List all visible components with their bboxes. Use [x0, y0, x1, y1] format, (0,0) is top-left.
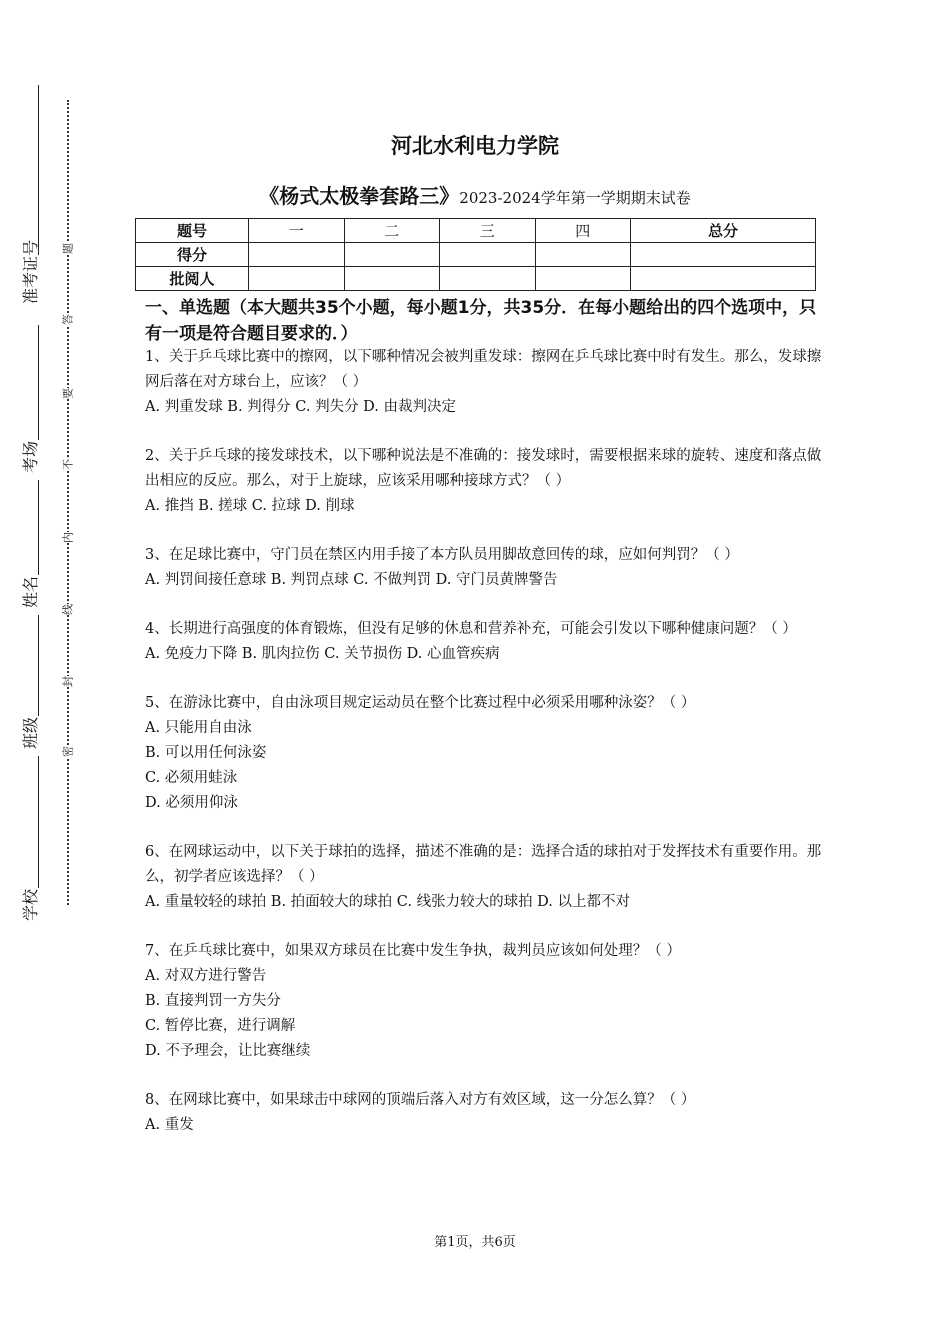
seal-char: 题 [59, 243, 77, 254]
score-row-label: 得分 [136, 243, 249, 267]
margin-label-exam-id: 准考证号 [18, 255, 44, 325]
seal-char: 线 [59, 604, 77, 615]
question-option: A. 判重发球 B. 判得分 C. 判失分 D. 由裁判决定 [145, 399, 457, 415]
question-list [145, 345, 825, 1162]
reviewer-cell[interactable] [631, 267, 816, 291]
question-stem: 1、关于乒乓球比赛中的擦网，以下哪种情况会被判重发球：擦网在乒乓球比赛中时有发生。那么，发球擦网后落在对方球台上，应该？（ ） [145, 349, 822, 390]
score-table-row [136, 243, 816, 267]
seal-char: 密 [59, 746, 77, 757]
margin-label-school: 学校 [18, 888, 44, 928]
score-cell[interactable] [535, 243, 631, 267]
question-option: A. 判罚间接任意球 B. 判罚点球 C. 不做判罚 D. 守门员黄牌警告 [145, 572, 558, 588]
margin-label-class: 班级 [18, 716, 44, 756]
exam-term: 2023-2024学年第一学期期末试卷 [459, 189, 691, 207]
seal-char: 内 [59, 532, 77, 543]
score-cell[interactable] [249, 243, 345, 267]
binding-dotted-line [67, 100, 69, 905]
question-option: A. 只能用自由泳 [145, 720, 252, 736]
exam-subtitle [0, 180, 950, 209]
reviewer-cell[interactable] [535, 267, 631, 291]
score-cell[interactable] [344, 243, 440, 267]
question-item [145, 617, 825, 667]
page-number: 第1页，共6页 [434, 1235, 516, 1250]
question-option: D. 不予理会，让比赛继续 [145, 1043, 311, 1059]
margin-label-name: 姓名 [18, 575, 44, 615]
question-option: A. 重量较轻的球拍 B. 拍面较大的球拍 C. 线张力较大的球拍 D. 以上都不对 [145, 894, 631, 910]
question-option: C. 必须用蛙泳 [145, 770, 238, 786]
seal-char: 封 [59, 676, 77, 687]
question-option: A. 推挡 B. 搓球 C. 拉球 D. 削球 [145, 498, 355, 514]
score-table-header-cell: 一 [249, 219, 345, 243]
question-option: A. 对双方进行警告 [145, 968, 267, 984]
question-stem: 4、长期进行高强度的体育锻炼，但没有足够的休息和营养补充，可能会引发以下哪种健康问题？（ ） [145, 621, 797, 637]
score-table-header-cell: 二 [344, 219, 440, 243]
course-name: 《杨式太极拳套路三》 [259, 184, 460, 208]
question-stem: 3、在足球比赛中，守门员在禁区内用手接了本方队员用脚故意回传的球，应如何判罚？（ ） [145, 547, 739, 563]
school-title: 河北水利电力学院 [391, 134, 559, 158]
seal-char: 要 [59, 388, 77, 399]
reviewer-cell[interactable] [249, 267, 345, 291]
question-item [145, 444, 825, 519]
question-stem: 8、在网球比赛中，如果球击中球网的顶端后落入对方有效区域，这一分怎么算？（ ） [145, 1092, 696, 1108]
question-stem: 7、在乒乓球比赛中，如果双方球员在比赛中发生争执，裁判员应该如何处理？（ ） [145, 943, 681, 959]
score-table-header-cell: 总分 [631, 219, 816, 243]
score-table-row [136, 267, 816, 291]
seal-char: 答 [59, 314, 77, 325]
score-table-header-cell: 题号 [136, 219, 249, 243]
question-option: B. 直接判罚一方失分 [145, 993, 281, 1009]
reviewer-cell[interactable] [440, 267, 536, 291]
question-option: D. 必须用仰泳 [145, 795, 238, 811]
score-cell[interactable] [631, 243, 816, 267]
question-item [145, 1088, 825, 1138]
section-heading: 一、单选题（本大题共35个小题，每小题1分，共35分．在每小题给出的四个选项中，只有一项是符合题目要求的．） [145, 298, 817, 344]
score-table-header-row [136, 219, 816, 243]
question-item [145, 345, 825, 420]
question-stem: 5、在游泳比赛中，自由泳项目规定运动员在整个比赛过程中必须采用哪种泳姿？（ ） [145, 695, 696, 711]
question-option: B. 可以用任何泳姿 [145, 745, 267, 761]
question-item [145, 691, 825, 816]
question-stem: 2、关于乒乓球的接发球技术，以下哪种说法是不准确的：接发球时，需要根据来球的旋转、速度和落点做出相应的反应。那么，对于上旋球，应该采用哪种接球方式？（ ） [145, 448, 822, 489]
question-stem: 6、在网球运动中，以下关于球拍的选择，描述不准确的是：选择合适的球拍对于发挥技术有重要作用。那么，初学者应该选择？（ ） [145, 844, 822, 885]
score-table-header-cell: 三 [440, 219, 536, 243]
margin-label-exam-room: 考场 [18, 440, 44, 480]
question-option: A. 免疫力下降 B. 肌肉拉伤 C. 关节损伤 D. 心血管疾病 [145, 646, 500, 662]
question-option: C. 暂停比赛，进行调解 [145, 1018, 296, 1034]
score-table [135, 218, 816, 291]
question-item [145, 543, 825, 593]
score-table-header-cell: 四 [535, 219, 631, 243]
question-option: A. 重发 [145, 1117, 194, 1133]
binding-solid-line [38, 85, 39, 915]
question-item [145, 840, 825, 915]
reviewer-cell[interactable] [344, 267, 440, 291]
score-row-label: 批阅人 [136, 267, 249, 291]
score-cell[interactable] [440, 243, 536, 267]
question-item [145, 939, 825, 1064]
seal-char: 不 [59, 459, 77, 470]
